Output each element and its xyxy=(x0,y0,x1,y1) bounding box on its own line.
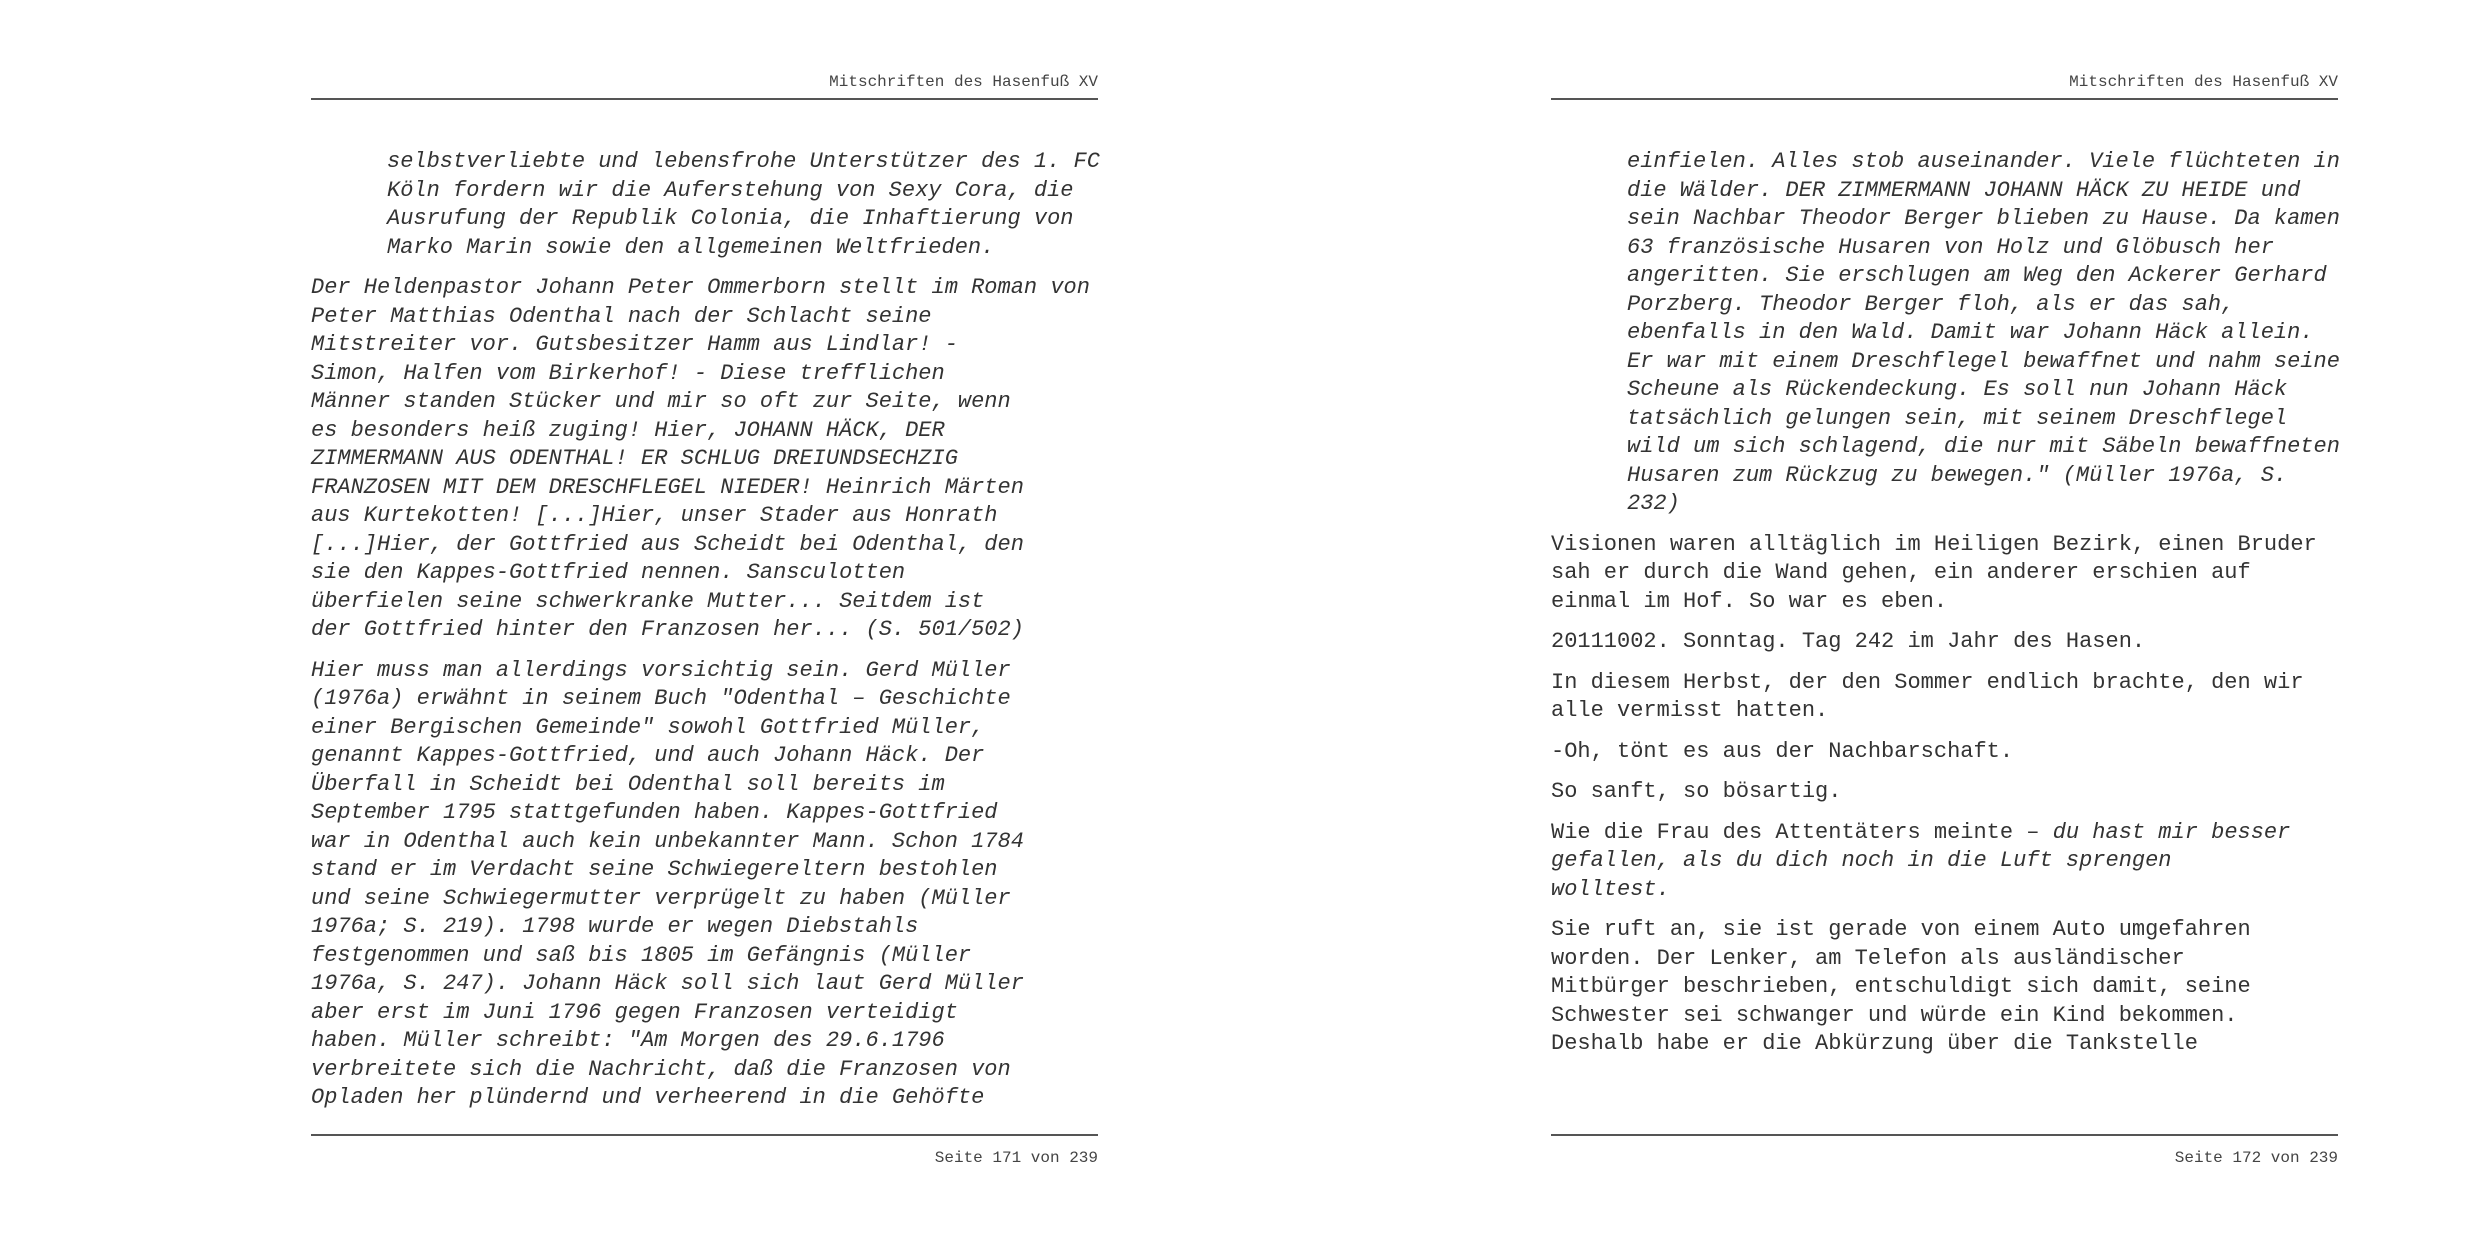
text-line: Hier muss man allerdings vorsichtig sein. Gerd Müller xyxy=(311,657,1011,683)
text-line: sein Nachbar Theodor Berger blieben zu Hause. Da kamen xyxy=(1627,206,2340,231)
paragraph xyxy=(311,148,1101,262)
paragraph xyxy=(1551,778,2341,807)
page-header: Mitschriften des Hasenfuß XV xyxy=(311,74,1098,100)
text-line: Überfall in Scheidt bei Odenthal soll bereits im xyxy=(311,771,945,797)
text-line: worden. Der Lenker, am Telefon als ausländischer xyxy=(1551,945,2185,971)
text-segment: Wie die Frau des Attentäters meinte – xyxy=(1551,819,2053,845)
text-line: Mitstreiter vor. Gutsbesitzer Hamm aus Lindlar! - xyxy=(311,332,958,357)
page-header: Mitschriften des Hasenfuß XV xyxy=(1551,74,2338,100)
text-line: und seine Schwiegermutter verprügelt zu haben (Müller xyxy=(311,885,1011,911)
text-line: wild um sich schlagend, die nur mit Säbeln bewaffneten xyxy=(1627,434,2340,459)
text-line: wolltest. xyxy=(1551,876,1670,902)
text-line: September 1795 stattgefunden haben. Kappes-Gottfried xyxy=(311,800,998,825)
text-line: gefallen, als du dich noch in die Luft sprengen xyxy=(1551,848,2172,873)
text-line: haben. Müller schreibt: "Am Morgen des 29.6.1796 xyxy=(311,1028,945,1053)
paragraph xyxy=(1551,628,2341,657)
paragraph xyxy=(311,274,1101,645)
page-body xyxy=(311,148,1101,1125)
text-line: stand er im Verdacht seine Schwiegereltern bestohlen xyxy=(311,857,998,882)
text-line: einmal im Hof. So war es eben. xyxy=(1551,588,1948,614)
text-line: Ausrufung der Republik Colonia, die Inhaftierung von xyxy=(387,206,1074,231)
text-line: In diesem Herbst, der den Sommer endlich brachte, den wir xyxy=(1551,669,2304,695)
text-line: Opladen her plündernd und verheerend in die Gehöfte xyxy=(311,1085,985,1110)
paragraph xyxy=(1551,738,2341,767)
page-footer: Seite 171 von 239 xyxy=(311,1134,1098,1166)
text-line: 63 französische Husaren von Holz und Glöbusch her xyxy=(1627,234,2274,260)
text-line: Schwester sei schwanger und würde ein Kind bekommen. xyxy=(1551,1002,2238,1028)
text-line: festgenommen und saß bis 1805 im Gefängnis (Müller xyxy=(311,942,972,968)
italic-text-segment: du hast mir besser xyxy=(2052,819,2291,845)
paragraph xyxy=(1551,669,2341,726)
text-line: genannt Kappes-Gottfried, und auch Johann Häck. Der xyxy=(311,743,985,768)
text-line: ebenfalls in den Wald. Damit war Johann Häck allein. xyxy=(1627,320,2314,345)
text-line: verbreitete sich die Nachricht, daß die Franzosen von xyxy=(311,1056,1011,1082)
paragraph xyxy=(1551,916,2341,1059)
text-line: Husaren zum Rückzug zu bewegen." (Müller 1976a, S. xyxy=(1627,462,2288,488)
text-line: war in Odenthal auch kein unbekannter Mann. Schon 1784 xyxy=(311,828,1024,854)
paragraph xyxy=(1551,148,2341,519)
text-line: Der Heldenpastor Johann Peter Ommerborn stellt im Roman von xyxy=(311,275,1090,300)
text-line: Scheune als Rückendeckung. Es soll nun Johann Häck xyxy=(1627,377,2288,402)
text-line: angeritten. Sie erschlugen am Weg den Ackerer Gerhard xyxy=(1627,263,2327,288)
text-line: Deshalb habe er die Abkürzung über die Tankstelle xyxy=(1551,1031,2198,1056)
text-line: 20111002. Sonntag. Tag 242 im Jahr des Hasen. xyxy=(1551,629,2146,654)
text-line: einfielen. Alles stob auseinander. Viele flüchteten in xyxy=(1627,149,2340,174)
text-line: So sanft, so bösartig. xyxy=(1551,779,1842,804)
text-line xyxy=(1551,819,2341,848)
page-footer: Seite 172 von 239 xyxy=(1551,1134,2338,1166)
text-line: Peter Matthias Odenthal nach der Schlacht seine xyxy=(311,303,932,329)
text-line: -Oh, tönt es aus der Nachbarschaft. xyxy=(1551,738,2014,764)
text-line: 232) xyxy=(1627,491,1680,516)
text-line: Porzberg. Theodor Berger floh, als er das sah, xyxy=(1627,291,2235,317)
text-line: Mitbürger beschrieben, entschuldigt sich damit, seine xyxy=(1551,974,2251,999)
text-line: Köln fordern wir die Auferstehung von Sexy Cora, die xyxy=(387,177,1074,203)
text-line: alle vermisst hatten. xyxy=(1551,698,1829,723)
text-line: die Wälder. DER ZIMMERMANN JOHANN HÄCK ZU HEIDE und xyxy=(1627,177,2301,203)
text-line: aus Kurtekotten! [...]Hier, unser Stader aus Honrath xyxy=(311,503,998,528)
text-line: Simon, Halfen vom Birkerhof! - Diese trefflichen xyxy=(311,360,945,386)
text-line: 1976a, S. 247). Johann Häck soll sich laut Gerd Müller xyxy=(311,971,1024,996)
text-line: es besonders heiß zuging! Hier, JOHANN HÄCK, DER xyxy=(311,417,945,443)
text-line: (1976a) erwähnt in seinem Buch "Odenthal – Geschichte xyxy=(311,686,1011,711)
text-line: Männer standen Stücker und mir so oft zur Seite, wenn xyxy=(311,389,1011,414)
text-line: 1976a; S. 219). 1798 wurde er wegen Diebstahls xyxy=(311,914,919,939)
right-page xyxy=(1240,0,2480,1240)
text-line: Visionen waren alltäglich im Heiligen Bezirk, einen Bruder xyxy=(1551,531,2317,557)
text-line: FRANZOSEN MIT DEM DRESCHFLEGEL NIEDER! Heinrich Märten xyxy=(311,474,1024,500)
text-line: aber erst im Juni 1796 gegen Franzosen verteidigt xyxy=(311,999,958,1025)
text-line: einer Bergischen Gemeinde" sowohl Gottfried Müller, xyxy=(311,714,985,740)
paragraph xyxy=(1551,531,2341,617)
text-line: sie den Kappes-Gottfried nennen. Sansculotten xyxy=(311,560,906,585)
text-line: Er war mit einem Dreschflegel bewaffnet und nahm seine xyxy=(1627,348,2340,374)
text-line: ZIMMERMANN AUS ODENTHAL! ER SCHLUG DREIUNDSECHZIG xyxy=(311,446,958,471)
paragraph xyxy=(311,657,1101,1113)
text-line: tatsächlich gelungen sein, mit seinem Dreschflegel xyxy=(1627,405,2288,431)
text-line: [...]Hier, der Gottfried aus Scheidt bei Odenthal, den xyxy=(311,531,1024,557)
text-line: überfielen seine schwerkranke Mutter... Seitdem ist xyxy=(311,588,985,614)
page-body xyxy=(1551,148,2341,1071)
text-line: der Gottfried hinter den Franzosen her... (S. 501/502) xyxy=(311,617,1024,642)
text-line: Marko Marin sowie den allgemeinen Weltfrieden. xyxy=(387,234,995,260)
paragraph xyxy=(1551,819,2341,905)
text-line: sah er durch die Wand gehen, ein anderer erschien auf xyxy=(1551,560,2251,585)
text-line: Sie ruft an, sie ist gerade von einem Auto umgefahren xyxy=(1551,917,2251,942)
text-line: selbstverliebte und lebensfrohe Unterstützer des 1. FC xyxy=(387,149,1100,174)
